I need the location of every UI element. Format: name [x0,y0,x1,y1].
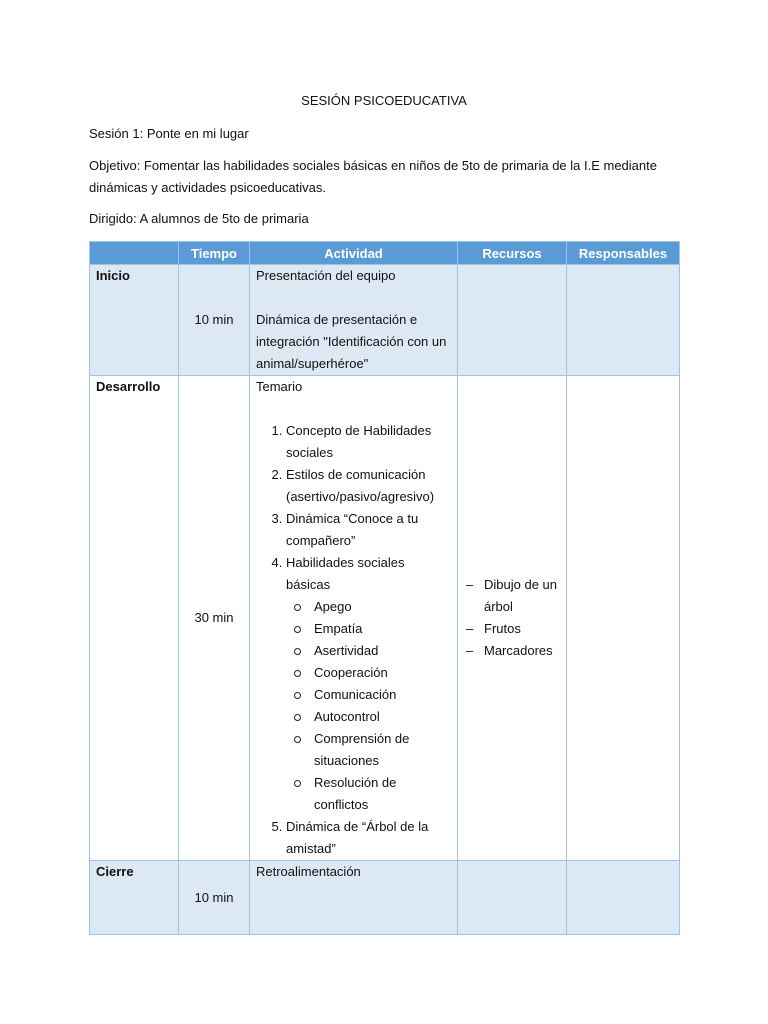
list-item: Cooperación [314,662,451,684]
phase-label-cierre: Cierre [90,861,179,935]
session-name: Sesión 1: Ponte en mi lugar [89,126,249,141]
skills-list [286,596,451,816]
list-item: 5. Dinámica de “Árbol de la amistad” [286,816,451,860]
activity-cierre: Retroalimentación [250,861,458,935]
header-resources: Recursos [458,242,567,265]
time-cierre: 10 min [179,861,250,935]
audience-text: Dirigido: A alumnos de 5to de primaria [89,211,309,226]
activity-item: Presentación del equipo [256,268,396,283]
dash-bullet: – [466,621,474,636]
time-inicio: 10 min [179,265,250,376]
dash-bullet: – [466,577,474,592]
activity-item: Dinámica de presentación e integración "Identificación con un animal/superhéroe" [256,312,447,371]
topics-list [256,420,451,860]
list-item: – Frutos [464,618,560,640]
list-item: 2. Estilos de comunicación (asertivo/pasivo/agresivo) [286,464,451,508]
activity-heading: Temario [256,379,303,394]
list-item: – Dibujo de un árbol [464,574,560,618]
list-item: Comprensión de situaciones [314,728,451,772]
resources-cierre [458,861,567,935]
phase-label-desarrollo: Desarrollo [90,376,179,861]
header-activity: Actividad [250,242,458,265]
header-phase [90,242,179,265]
list-item: Empatía [314,618,451,640]
topic-label: Habilidades sociales básicas [286,555,405,592]
header-responsible: Responsables [567,242,680,265]
dash-bullet: – [466,643,474,658]
list-item: Apego [314,596,451,618]
table-row-inicio [90,265,680,376]
list-item: Comunicación [314,684,451,706]
objective-text: Objetivo: Fomentar las habilidades sociales básicas en niños de 5to de primaria de la I.E mediante dinámicas y actividades psicoeducativas. [89,158,657,195]
time-desarrollo: 30 min [179,376,250,861]
list-item: 1. Concepto de Habilidades sociales [286,420,451,464]
responsible-inicio [567,265,680,376]
responsible-cierre [567,861,680,935]
list-item: – Marcadores [464,640,560,662]
session-plan-table [89,241,680,935]
resources-desarrollo [458,376,567,861]
activity-desarrollo [250,376,458,861]
list-item [286,552,451,816]
activity-inicio [250,265,458,376]
list-item: Autocontrol [314,706,451,728]
list-item: Asertividad [314,640,451,662]
list-item: Resolución de conflictos [314,772,451,816]
table-row-cierre [90,861,680,935]
document-title: SESIÓN PSICOEDUCATIVA [301,93,467,108]
resources-inicio [458,265,567,376]
resources-list [464,574,560,662]
table-row-desarrollo [90,376,680,861]
list-item: 3. Dinámica “Conoce a tu compañero” [286,508,451,552]
responsible-desarrollo [567,376,680,861]
table-header-row [90,242,680,265]
phase-label-inicio: Inicio [90,265,179,376]
header-time: Tiempo [179,242,250,265]
